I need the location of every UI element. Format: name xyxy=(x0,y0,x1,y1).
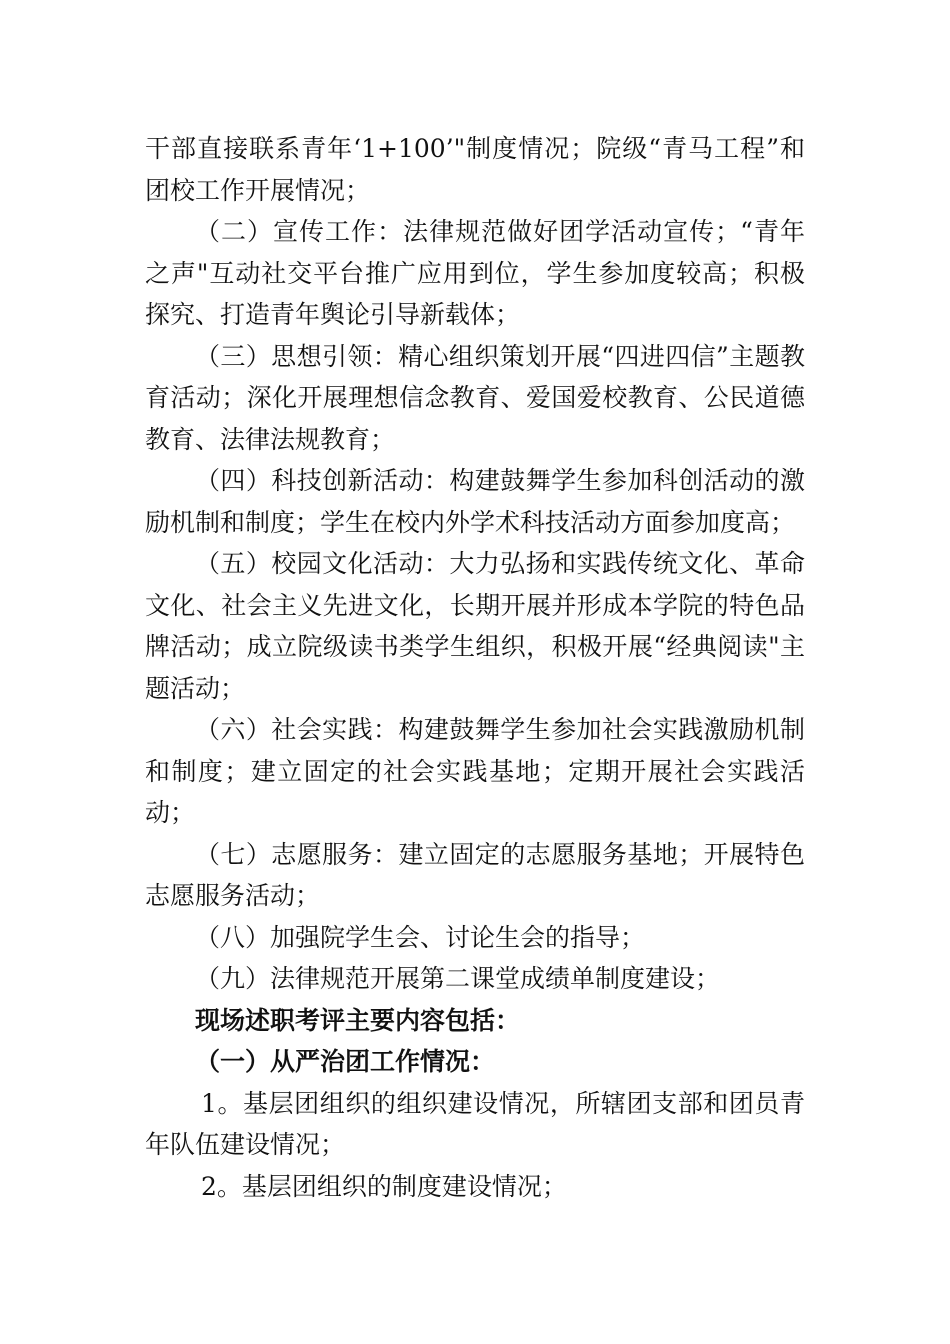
paragraph-ideological-guidance: （三）思想引领：精心组织策划开展“四进四信”主题教育活动；深化开展理想信念教育、爱国爱校教育、公民道德教育、法律法规教育； xyxy=(145,341,805,454)
document-body xyxy=(145,128,805,1207)
list-item: 1。基层团组织的组织建设情况，所辖团支部和团员青年队伍建设情况； xyxy=(145,1088,805,1159)
paragraph-campus-culture: （五）校园文化活动：大力弘扬和实践传统文化、革命文化、社会主义先进文化，长期开展并形成本学院的特色品牌活动；成立院级读书类学生组织，积极开展“经典阅读"主题活动； xyxy=(145,549,805,703)
paragraph-social-practice: （六）社会实践：构建鼓舞学生参加社会实践激励机制和制度；建立固定的社会实践基地；定期开展社会实践活动； xyxy=(145,715,805,827)
heading-main: 现场述职考评主要内容包括： xyxy=(195,1005,521,1035)
paragraph-tech-innovation: （四）科技创新活动：构建鼓舞学生参加科创活动的激励机制和制度；学生在校内外学术科技活动方面参加度高； xyxy=(145,466,805,537)
paragraph-second-classroom: （九）法律规范开展第二课堂成绩单制度建设； xyxy=(195,964,721,993)
paragraph-student-union: （八）加强院学生会、讨论生会的指导； xyxy=(195,922,646,952)
paragraph-volunteer-service: （七）志愿服务：建立固定的志愿服务基地；开展特色志愿服务活动； xyxy=(145,839,805,910)
paragraph-continuation: 干部直接联系青年‘1+100’"制度情况；院级“青马工程”和团校工作开展情况； xyxy=(145,134,805,205)
paragraph-publicity-work: （二）宣传工作：法律规范做好团学活动宣传；“青年之声"互动社交平台推广应用到位，学生参加度较高；积极探究、打造青年舆论引导新载体； xyxy=(145,217,805,329)
heading-sub: （一）从严治团工作情况： xyxy=(195,1047,496,1076)
list-item: 2。基层团组织的制度建设情况； xyxy=(201,1171,567,1201)
